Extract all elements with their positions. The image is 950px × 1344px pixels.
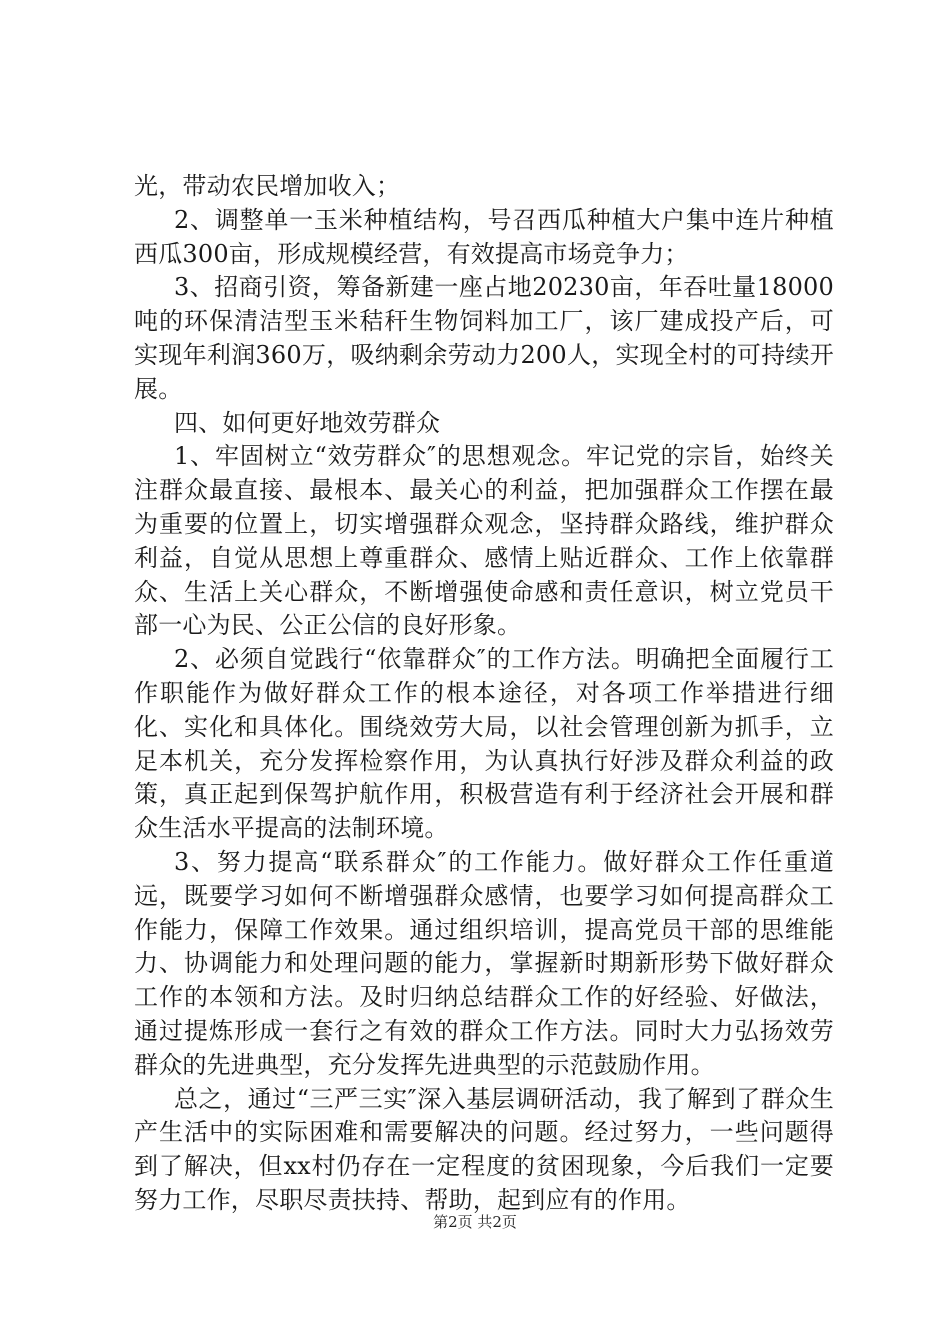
paragraph-continuation: 光，带动农民增加收入； — [134, 172, 401, 200]
document-body — [134, 170, 834, 1218]
section-heading-serve-masses: 四、如何更好地效劳群众 — [174, 408, 441, 437]
paragraph-point-2: 2、必须自觉践行“依靠群众″的工作方法。明确把全面履行工作职能作为做好群众工作的根本途径，对各项工作举措进行细化、实化和具体化。围绕效劳大局，以社会管理创新为抓手，立足本机关，充分发挥检察作用，为认真执行好涉及群众利益的政策，真正起到保驾护航作用，积极营造有利于经济社会开展和群众生活水平提高的法制环境。 — [134, 645, 834, 843]
paragraph-point-1: 1、牢固树立“效劳群众″的思想观念。牢记党的宗旨，始终关注群众最直接、最根本、最关心的利益，把加强群众工作摆在最为重要的位置上，切实增强群众观念，坚持群众路线，维护群众利益，自觉从思想上尊重群众、感情上贴近群众、工作上依靠群众、生活上关心群众，不断增强使命感和责任意识，树立党员干部一心为民、公正公信的良好形象。 — [134, 442, 834, 640]
paragraph-item-3-investment: 3、招商引资，筹备新建一座占地20230亩，年吞吐量18000吨的环保清洁型玉米秸秆生物饲料加工厂，该厂建成投产后，可实现年利润360万，吸纳剩余劳动力200人，实现全村的可持续开展。 — [134, 273, 834, 403]
page-number-footer: 第2页 共2页 — [433, 1213, 517, 1231]
paragraph-item-2-watermelon: 2、调整单一玉米种植结构，号召西瓜种植大户集中连片种植西瓜300亩，形成规模经营，有效提高市场竞争力； — [134, 205, 834, 268]
paragraph-conclusion: 总之，通过“三严三实″深入基层调研活动，我了解到了群众生产生活中的实际困难和需要解决的问题。经过努力，一些问题得到了解决，但xx村仍存在一定程度的贫困现象，今后我们一定要努力工作，尽职尽责扶持、帮助，起到应有的作用。 — [134, 1084, 834, 1214]
paragraph-point-3: 3、努力提高“联系群众″的工作能力。做好群众工作任重道远，既要学习如何不断增强群众感情，也要学习如何提高群众工作能力，保障工作效果。通过组织培训，提高党员干部的思维能力、协调能力和处理问题的能力，掌握新时期新形势下做好群众工作的本领和方法。及时归纳总结群众工作的好经验、好做法，通过提炼形成一套行之有效的群众工作方法。同时大力弘扬效劳群众的先进典型，充分发挥先进典型的示范鼓励作用。 — [134, 847, 834, 1079]
